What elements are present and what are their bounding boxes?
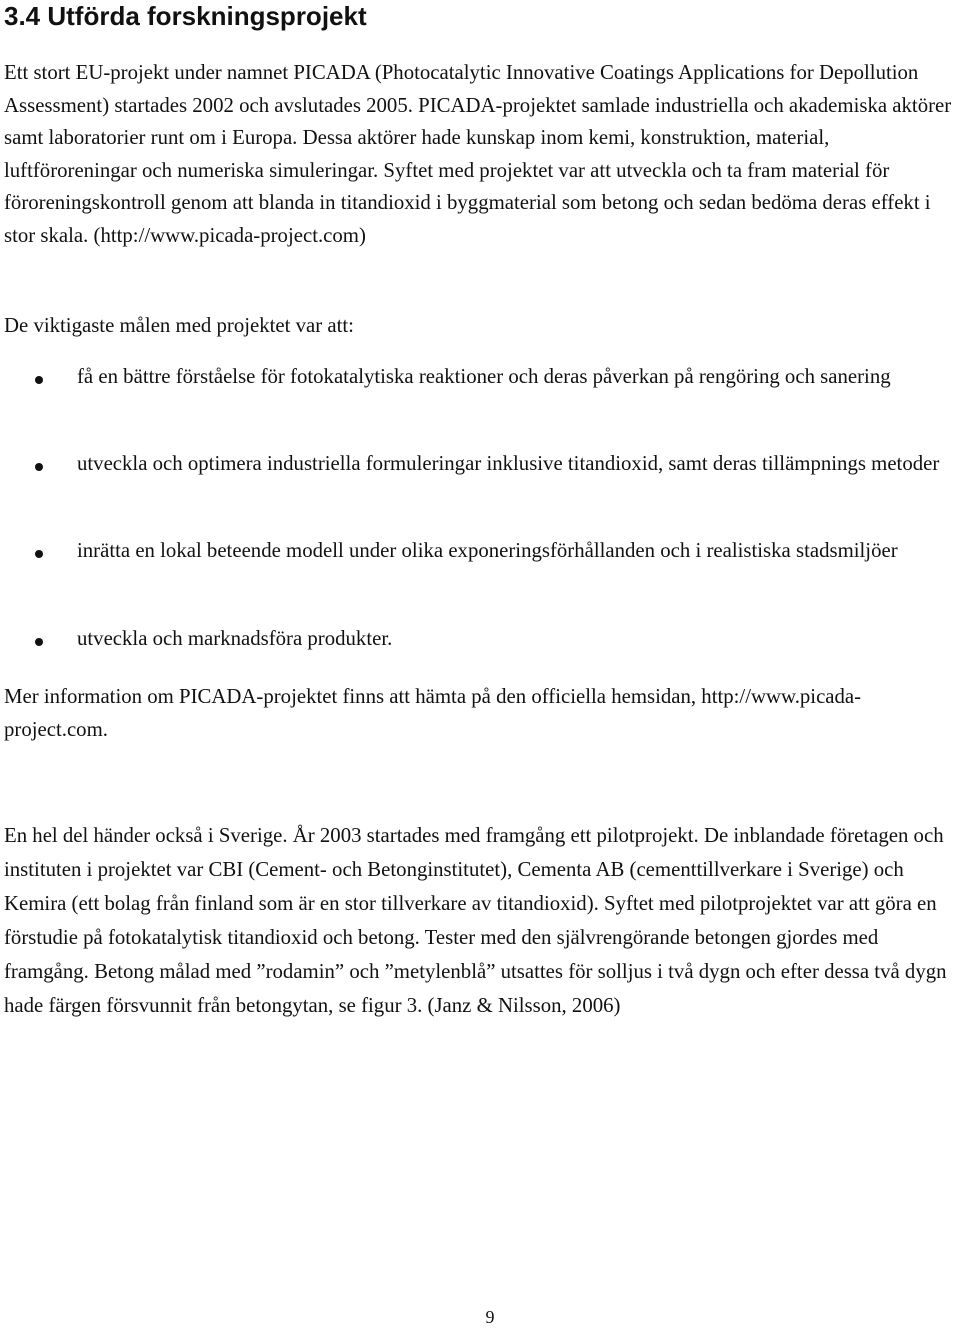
sweden-paragraph: En hel del händer också i Sverige. År 2003 startades med framgång ett pilotprojekt. De inblandade företagen och instituten i projektet var CBI (Cement- och Betonginstitutet), Cementa AB (cementtillverkare i Sverige) och Kemira (ett bolag från finland som är en stor tillverkare av titandioxid). Syftet med pilotprojektet var att göra en förstudie på fotokatalytisk titandioxid och betong. Tester med den självrengörande betongen gjordes med framgång. Betong målad med ”rodamin” och ”metylenblå” utsattes för solljus i två dygn och efter dessa två dygn hade färgen försvunnit från betongytan, se figur 3. (Janz & Nilsson, 2006)	[4, 824, 947, 1017]
list-item-text: få en bättre förståelse för fotokatalytiska reaktioner och deras påverkan på rengöring och sanering	[77, 365, 891, 388]
goals-intro-paragraph: De viktigaste målen med projektet var att:	[4, 314, 354, 337]
bullet-icon	[35, 550, 43, 558]
bullet-icon	[35, 638, 43, 646]
page-number: 9	[485, 1307, 495, 1327]
more-info-paragraph: Mer information om PICADA-projektet finns att hämta på den officiella hemsidan, http://www.picada-project.com.	[4, 685, 862, 741]
list-item-text: utveckla och marknadsföra produkter.	[77, 627, 393, 650]
list-item-text: utveckla och optimera industriella formuleringar inklusive titandioxid, samt deras tillämpnings metoder	[77, 452, 940, 475]
list-item-text: inrätta en lokal beteende modell under olika exponeringsförhållanden och i realistiska stadsmiljöer	[77, 539, 898, 562]
bullet-icon	[35, 463, 43, 471]
intro-paragraph: Ett stort EU-projekt under namnet PICADA (Photocatalytic Innovative Coatings Applications for Depollution Assessment) startades 2002 och avslutades 2005. PICADA-projektet samlade industriella och akademiska aktörer samt laboratorier runt om i Europa. Dessa aktörer hade kunskap inom kemi, konstruktion, material, luftföroreningar och numeriska simuleringar. Syftet med projektet var att utveckla och ta fram material för föroreningskontroll genom att blanda in titandioxid i byggmaterial som betong och sedan bedöma deras effekt i stor skala. (http://www.picada-project.com)	[4, 61, 952, 247]
bullet-icon	[35, 376, 43, 384]
section-heading: 3.4 Utförda forskningsprojekt	[4, 1, 367, 31]
